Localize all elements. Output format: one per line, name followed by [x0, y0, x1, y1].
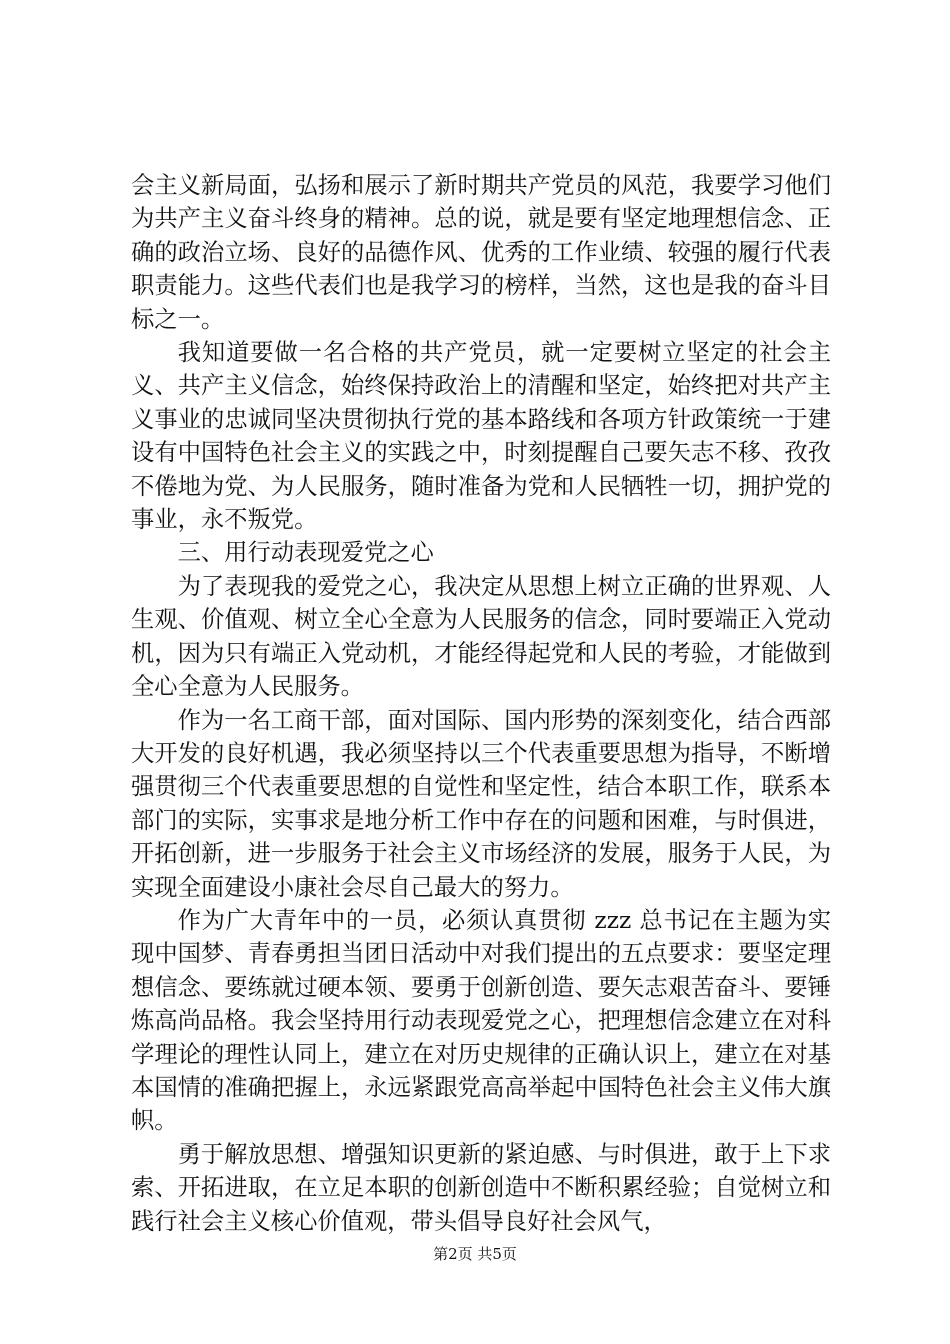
- paragraph: 勇于解放思想、增强知识更新的紧迫感、与时俱进，敢于上下求索、开拓进取，在立足本职的创新创造中不断积累经验；自觉树立和践行社会主义核心价值观，带头倡导良好社会风气，: [131, 1140, 831, 1235]
- body-text: [131, 169, 831, 1238]
- section-heading: 三、用行动表现爱党之心: [177, 539, 434, 567]
- paragraph-continuation: 会主义新局面，弘扬和展示了新时期共产党员的风范，我要学习他们为共产主义奋斗终身的精神。总的说，就是要有坚定地理想信念、正确的政治立场、良好的品德作风、优秀的工作业绩、较强的履行代表职责能力。这些代表们也是我学习的榜样，当然，这也是我的奋斗目标之一。: [131, 172, 831, 333]
- paragraph: 为了表现我的爱党之心，我决定从思想上树立正确的世界观、人生观、价值观、树立全心全意为人民服务的信念，同时要端正入党动机，因为只有端正入党动机，才能经得起党和人民的考验，才能做到全心全意为人民服务。: [131, 572, 831, 701]
- paragraph: 我知道要做一名合格的共产党员，就一定要树立坚定的社会主义、共产主义信念，始终保持政治上的清醒和坚定，始终把对共产主义事业的忠诚同坚决贯彻执行党的基本路线和各项方针政策统一于建设有中国特色社会主义的实践之中，时刻提醒自己要矢志不移、孜孜不倦地为党、为人民服务，随时准备为党和人民牺牲一切，拥护党的事业，永不叛党。: [131, 339, 831, 534]
- paragraph: 作为广大青年中的一员，必须认真贯彻 zzz 总书记在主题为实现中国梦、青春勇担当团日活动中对我们提出的五点要求：要坚定理想信念、要练就过硬本领、要勇于创新创造、要矢志艰苦奋斗、要锤炼高尚品格。我会坚持用行动表现爱党之心，把理想信念建立在对科学理论的理性认同上，建立在对历史规律的正确认识上，建立在对基本国情的准确把握上，永远紧跟党高高举起中国特色社会主义伟大旗帜。: [131, 906, 831, 1135]
- paragraph: 作为一名工商干部，面对国际、国内形势的深刻变化，结合西部大开发的良好机遇，我必须坚持以三个代表重要思想为指导，不断增强贯彻三个代表重要思想的自觉性和坚定性，结合本职工作，联系本部门的实际，实事求是地分析工作中存在的问题和困难，与时俱进，开拓创新，进一步服务于社会主义市场经济的发展，服务于人民，为实现全面建设小康社会尽自己最大的努力。: [131, 706, 831, 901]
- page-footer: 第2页 共5页: [433, 1245, 517, 1263]
